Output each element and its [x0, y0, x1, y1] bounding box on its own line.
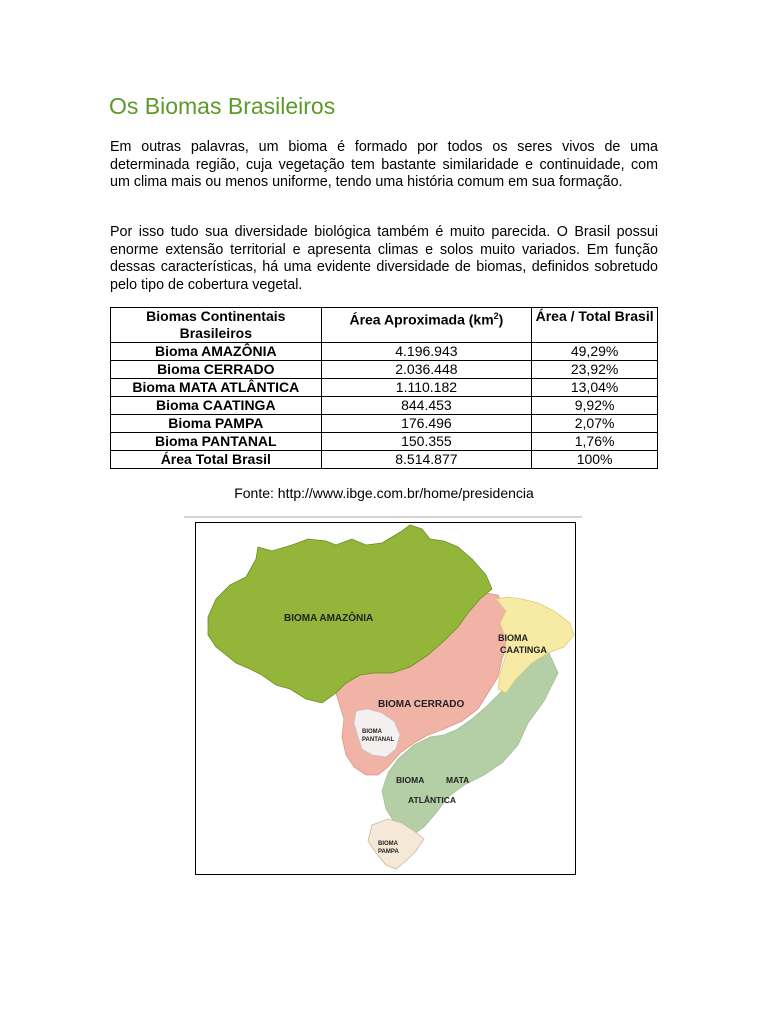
biome-name: Bioma PAMPA: [111, 415, 322, 433]
header-area-close: ): [498, 311, 504, 328]
biome-share: 9,92%: [532, 397, 658, 415]
label-cerrado: BIOMA CERRADO: [378, 699, 465, 710]
table-row: [111, 397, 658, 415]
table-header-row: [111, 308, 658, 343]
label-caatinga-2: CAATINGA: [500, 645, 547, 655]
biome-share: 13,04%: [532, 379, 658, 397]
biome-share: 1,76%: [532, 433, 658, 451]
biome-name: Bioma CAATINGA: [111, 397, 322, 415]
table-row: [111, 379, 658, 397]
brazil-map-svg: [196, 523, 575, 874]
label-pantanal-2: PANTANAL: [362, 737, 395, 743]
table-row: [111, 433, 658, 451]
biome-name: Bioma MATA ATLÂNTICA: [111, 379, 322, 397]
label-pampa-2: PAMPA: [378, 849, 399, 855]
divider: [184, 516, 582, 518]
diversity-paragraph: Por isso tudo sua diversidade biológica também é muito parecida. O Brasil possui enorme extensão territorial e apresenta climas e solos muito variados. Em função dessas características, há uma evidente diversidade de biomas, definidos sobretudo pelo tipo de cobertura vegetal.: [110, 224, 658, 293]
biome-area: 844.453: [321, 397, 532, 415]
label-pampa-1: BIOMA: [378, 841, 398, 847]
table-total-row: [111, 451, 658, 469]
table-row: [111, 343, 658, 361]
label-mata-1: BIOMA: [396, 775, 425, 785]
source-caption: Fonte: http://www.ibge.com.br/home/presidencia: [234, 485, 534, 501]
header-area-text: Área Aproximada (km: [349, 311, 494, 328]
header-area: [321, 308, 532, 343]
header-share: Área / Total Brasil: [532, 308, 658, 343]
biome-share: 23,92%: [532, 361, 658, 379]
biome-area: 176.496: [321, 415, 532, 433]
biome-area: 2.036.448: [321, 361, 532, 379]
biome-share: 49,29%: [532, 343, 658, 361]
biome-name: Bioma AMAZÔNIA: [111, 343, 322, 361]
header-area-sup: 2: [493, 311, 499, 321]
table-row: [111, 361, 658, 379]
label-pantanal-1: BIOMA: [362, 729, 382, 735]
label-mata-3: ATLÂNTICA: [408, 795, 456, 805]
label-mata-2: MATA: [446, 775, 470, 785]
total-share: 100%: [532, 451, 658, 469]
page-title: Os Biomas Brasileiros: [109, 93, 336, 119]
intro-paragraph: Em outras palavras, um bioma é formado por todos os seres vivos de uma determinada região, cuja vegetação tem bastante similaridade e continuidade, com um clima mais ou menos uniforme, tendo uma história comum em sua formação.: [110, 139, 658, 190]
biome-area: 150.355: [321, 433, 532, 451]
biome-share: 2,07%: [532, 415, 658, 433]
table-row: [111, 415, 658, 433]
biome-area: 4.196.943: [321, 343, 532, 361]
total-label: Área Total Brasil: [111, 451, 322, 469]
header-biome: Biomas Continentais Brasileiros: [111, 308, 322, 343]
biomes-table: [110, 307, 658, 469]
label-amazonia: BIOMA AMAZÔNIA: [284, 613, 374, 624]
biomes-map: [195, 522, 576, 875]
biome-area: 1.110.182: [321, 379, 532, 397]
biome-name: Bioma CERRADO: [111, 361, 322, 379]
biome-name: Bioma PANTANAL: [111, 433, 322, 451]
label-caatinga-1: BIOMA: [498, 633, 528, 643]
total-area: 8.514.877: [321, 451, 532, 469]
